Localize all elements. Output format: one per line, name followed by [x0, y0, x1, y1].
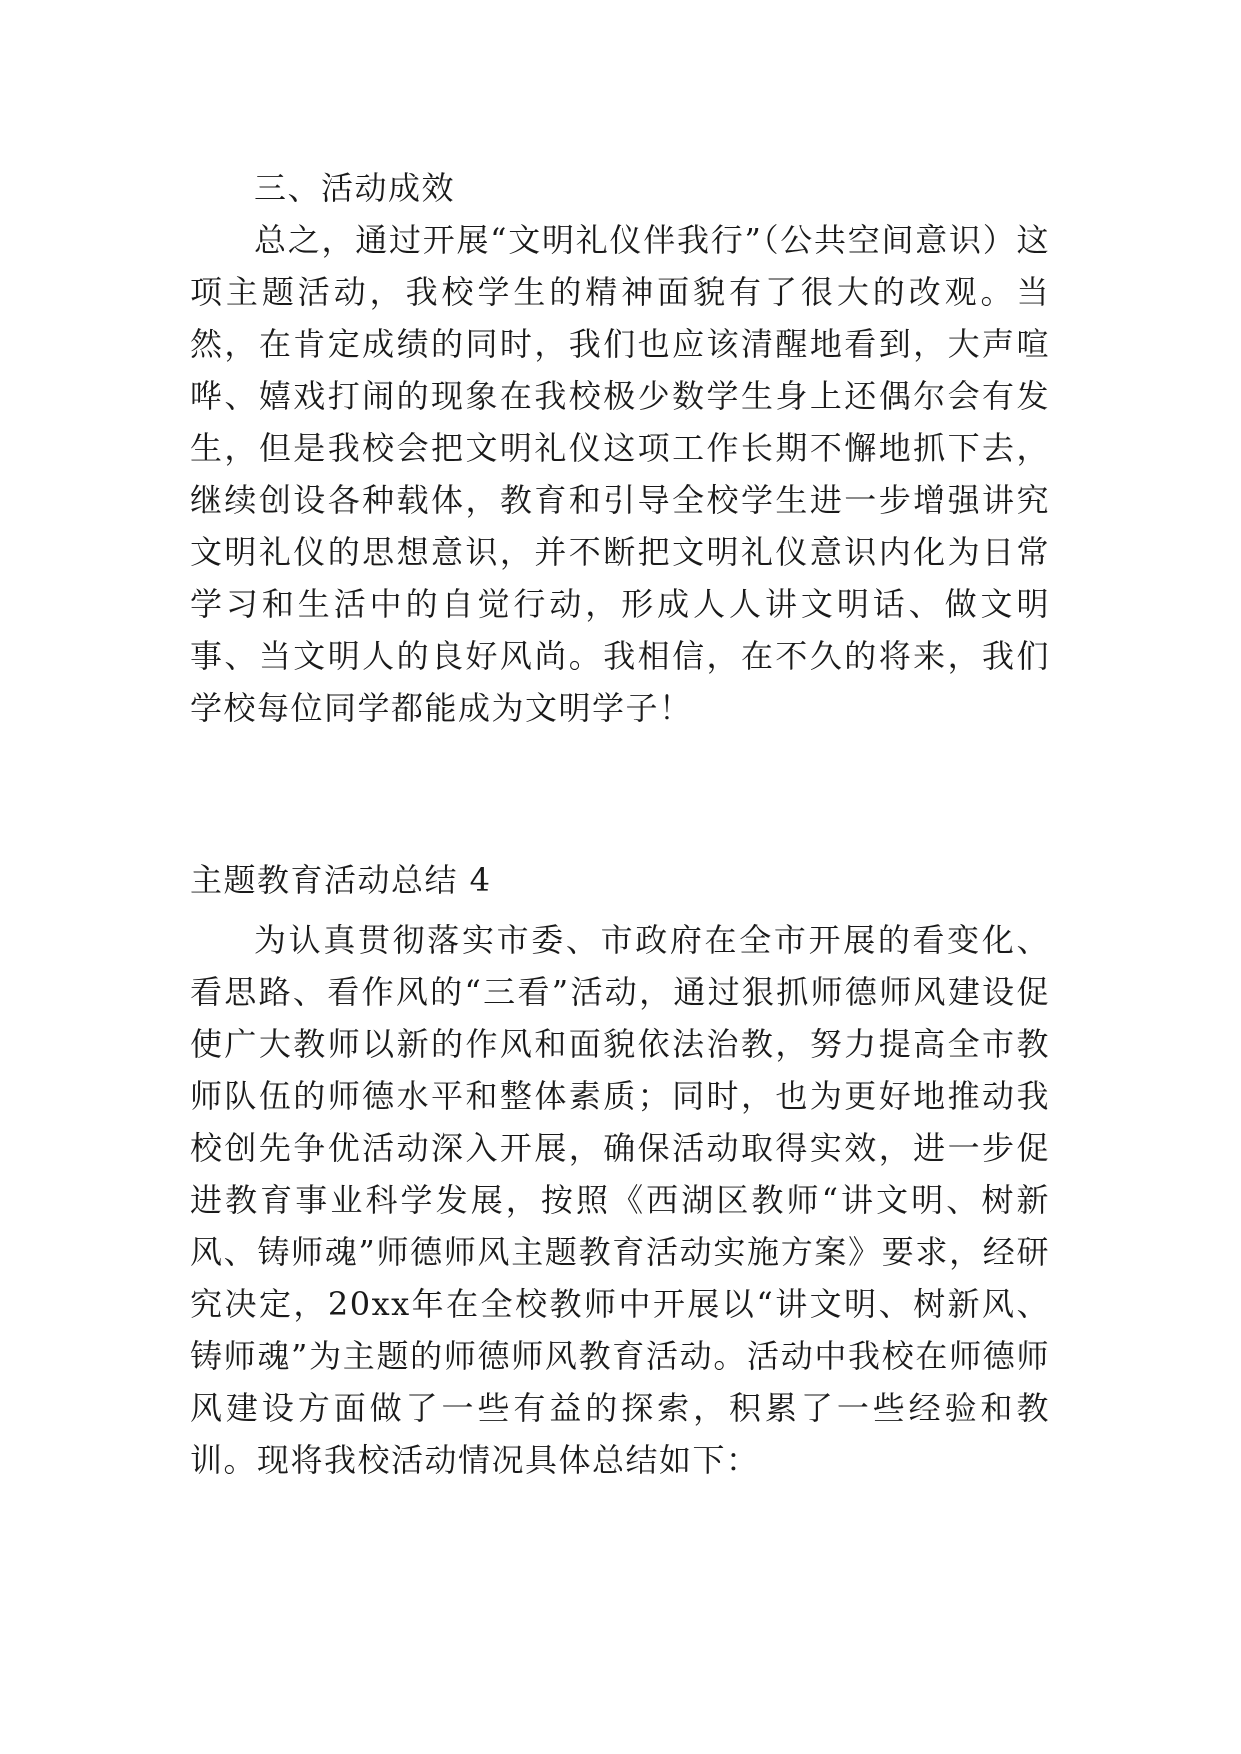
section-title-summary-4: 主题教育活动总结 4	[190, 861, 492, 899]
paragraph-conclusion: 总之，通过开展“文明礼仪伴我行”（公共空间意识）这项主题活动，我校学生的精神面貌有了很大的改观。当然，在肯定成绩的同时，我们也应该清醒地看到，大声喧哗、嬉戏打闹的现象在我校极少数学生身上还偶尔会有发生，但是我校会把文明礼仪这项工作长期不懈地抓下去，继续创设各种载体，教育和引导全校学生进一步增强讲究文明礼仪的思想意识，并不断把文明礼仪意识内化为日常学习和生活中的自觉行动，形成人人讲文明话、做文明事、当文明人的良好风尚。我相信，在不久的将来，我们学校每位同学都能成为文明学子！	[190, 221, 1050, 727]
section-heading-activity-results: 三、活动成效	[254, 169, 456, 207]
paragraph-introduction: 为认真贯彻落实市委、市政府在全市开展的看变化、看思路、看作风的“三看”活动，通过狠抓师德师风建设促使广大教师以新的作风和面貌依法治教，努力提高全市教师队伍的师德水平和整体素质；同时，也为更好地推动我校创先争优活动深入开展，确保活动取得实效，进一步促进教育事业科学发展，按照《西湖区教师“讲文明、树新风、铸师魂”师德师风主题教育活动实施方案》要求，经研究决定，20xx年在全校教师中开展以“讲文明、树新风、铸师魂”为主题的师德师风教育活动。活动中我校在师德师风建设方面做了一些有益的探索，积累了一些经验和教训。现将我校活动情况具体总结如下：	[190, 921, 1050, 1479]
section-one-body	[190, 214, 1050, 734]
section-two-body	[190, 914, 1050, 1486]
